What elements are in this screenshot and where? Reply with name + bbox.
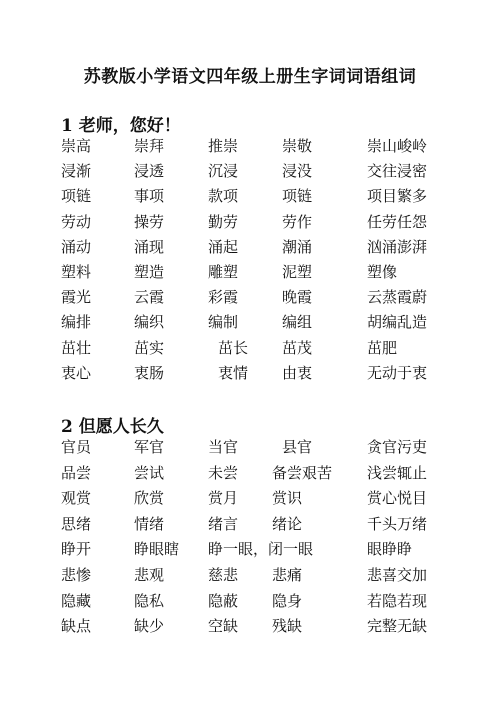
word-cell: 贪官污吏 <box>367 438 428 456</box>
word-cell: 由衷 <box>282 363 313 382</box>
word-cell: 云蒸霞蔚 <box>367 288 428 307</box>
word-row <box>0 260 500 284</box>
word-cell: 彩霞 <box>208 288 239 307</box>
word-cell: 沉浸 <box>208 162 239 181</box>
word-row <box>0 285 500 309</box>
word-cell: 事项 <box>134 187 165 206</box>
word-row <box>0 589 500 613</box>
word-cell: 赏月 <box>208 489 239 508</box>
word-cell: 胡编乱造 <box>367 313 428 332</box>
word-cell: 云霞 <box>134 288 165 307</box>
word-cell: 睁一眼，闭一眼 <box>208 540 314 559</box>
word-cell: 缺少 <box>134 617 165 636</box>
word-row <box>0 486 500 510</box>
word-row <box>0 614 500 638</box>
word-cell: 浸渐 <box>61 162 92 181</box>
word-cell: 观赏 <box>61 489 92 508</box>
word-cell: 茁茂 <box>282 338 313 357</box>
word-cell: 情绪 <box>134 514 165 533</box>
word-cell: 编制 <box>208 313 239 332</box>
word-cell: 茁肥 <box>367 338 398 357</box>
word-cell: 泥塑 <box>282 263 313 281</box>
word-row <box>0 159 500 183</box>
word-cell: 茁长 <box>218 338 249 357</box>
word-row <box>0 461 500 485</box>
word-cell: 雕塑 <box>208 263 239 281</box>
word-cell: 隐私 <box>134 591 165 610</box>
word-cell: 项目繁多 <box>367 187 428 206</box>
word-cell: 茁实 <box>134 338 165 357</box>
word-cell: 塑料 <box>61 263 92 281</box>
word-row <box>0 336 500 360</box>
word-cell: 任劳任怨 <box>367 212 428 231</box>
word-cell: 备尝艰苦 <box>272 463 333 482</box>
word-cell: 缺点 <box>61 617 92 636</box>
word-cell: 涌起 <box>208 237 239 256</box>
word-cell: 官员 <box>61 438 92 456</box>
word-row <box>0 210 500 234</box>
word-cell: 崇高 <box>61 137 92 155</box>
word-cell: 赏识 <box>272 489 303 508</box>
word-cell: 款项 <box>208 187 239 206</box>
word-cell: 操劳 <box>134 212 165 231</box>
word-cell: 编组 <box>282 313 313 332</box>
word-cell: 浸透 <box>134 162 165 181</box>
word-cell: 隐身 <box>272 591 303 610</box>
word-cell: 涌动 <box>61 237 92 256</box>
word-cell: 塑像 <box>367 263 398 281</box>
word-row <box>0 563 500 587</box>
word-cell: 睁开 <box>61 540 92 559</box>
word-cell: 悲痛 <box>272 566 303 584</box>
word-cell: 项链 <box>282 187 313 206</box>
word-cell: 隐蔽 <box>208 591 239 610</box>
word-cell: 完整无缺 <box>367 617 428 636</box>
word-cell: 塑造 <box>134 263 165 281</box>
word-cell: 无动于衷 <box>367 363 428 382</box>
word-cell: 眼睁睁 <box>367 540 413 559</box>
word-cell: 思绪 <box>61 514 92 533</box>
word-row <box>0 537 500 561</box>
word-cell: 勤劳 <box>208 212 239 231</box>
word-cell: 晚霞 <box>282 288 313 307</box>
word-cell: 隐藏 <box>61 591 92 610</box>
word-cell: 崇山峻岭 <box>367 137 428 155</box>
word-cell: 崇拜 <box>134 137 165 155</box>
word-cell: 汹涌澎湃 <box>367 237 428 256</box>
word-row <box>0 134 500 158</box>
word-cell: 睁眼瞎 <box>134 540 180 559</box>
word-cell: 若隐若现 <box>367 591 428 610</box>
word-cell: 交往浸密 <box>367 162 428 181</box>
word-cell: 潮涌 <box>282 237 313 256</box>
word-cell: 编织 <box>134 313 165 332</box>
word-cell: 涌现 <box>134 237 165 256</box>
word-cell: 品尝 <box>61 463 92 482</box>
word-cell: 未尝 <box>208 463 239 482</box>
word-row <box>0 361 500 385</box>
word-cell: 悲惨 <box>61 566 92 584</box>
word-cell: 浅尝辄止 <box>367 463 428 482</box>
word-cell: 欣赏 <box>134 489 165 508</box>
section-heading: 1 老师，您好！ <box>61 116 181 136</box>
word-row <box>0 512 500 536</box>
section-heading: 2 但愿人长久 <box>61 417 164 437</box>
word-cell: 尝试 <box>134 463 165 482</box>
word-cell: 项链 <box>61 187 92 206</box>
word-cell: 县官 <box>282 438 313 456</box>
word-cell: 衷肠 <box>134 363 165 382</box>
word-cell: 军官 <box>134 438 165 456</box>
word-row <box>0 310 500 334</box>
word-row <box>0 235 500 259</box>
word-cell: 悲喜交加 <box>367 566 428 584</box>
word-cell: 崇敬 <box>282 137 313 155</box>
word-cell: 绪言 <box>208 514 239 533</box>
word-row <box>0 435 500 459</box>
word-cell: 赏心悦目 <box>367 489 428 508</box>
page-title: 苏教版小学语文四年级上册生字词词语组词 <box>83 67 417 87</box>
word-cell: 衷情 <box>218 363 249 382</box>
word-cell: 衷心 <box>61 363 92 382</box>
word-cell: 劳动 <box>61 212 92 231</box>
word-cell: 残缺 <box>272 617 303 636</box>
word-cell: 当官 <box>208 438 239 456</box>
word-cell: 浸没 <box>282 162 313 181</box>
word-cell: 慈悲 <box>208 566 239 584</box>
word-cell: 绪论 <box>272 514 303 533</box>
word-cell: 悲观 <box>134 566 165 584</box>
word-cell: 霞光 <box>61 288 92 307</box>
word-cell: 劳作 <box>282 212 313 231</box>
word-cell: 空缺 <box>208 617 239 636</box>
word-cell: 编排 <box>61 313 92 332</box>
word-row <box>0 184 500 208</box>
word-cell: 推崇 <box>208 137 239 155</box>
word-cell: 茁壮 <box>61 338 92 357</box>
word-cell: 千头万绪 <box>367 514 428 533</box>
